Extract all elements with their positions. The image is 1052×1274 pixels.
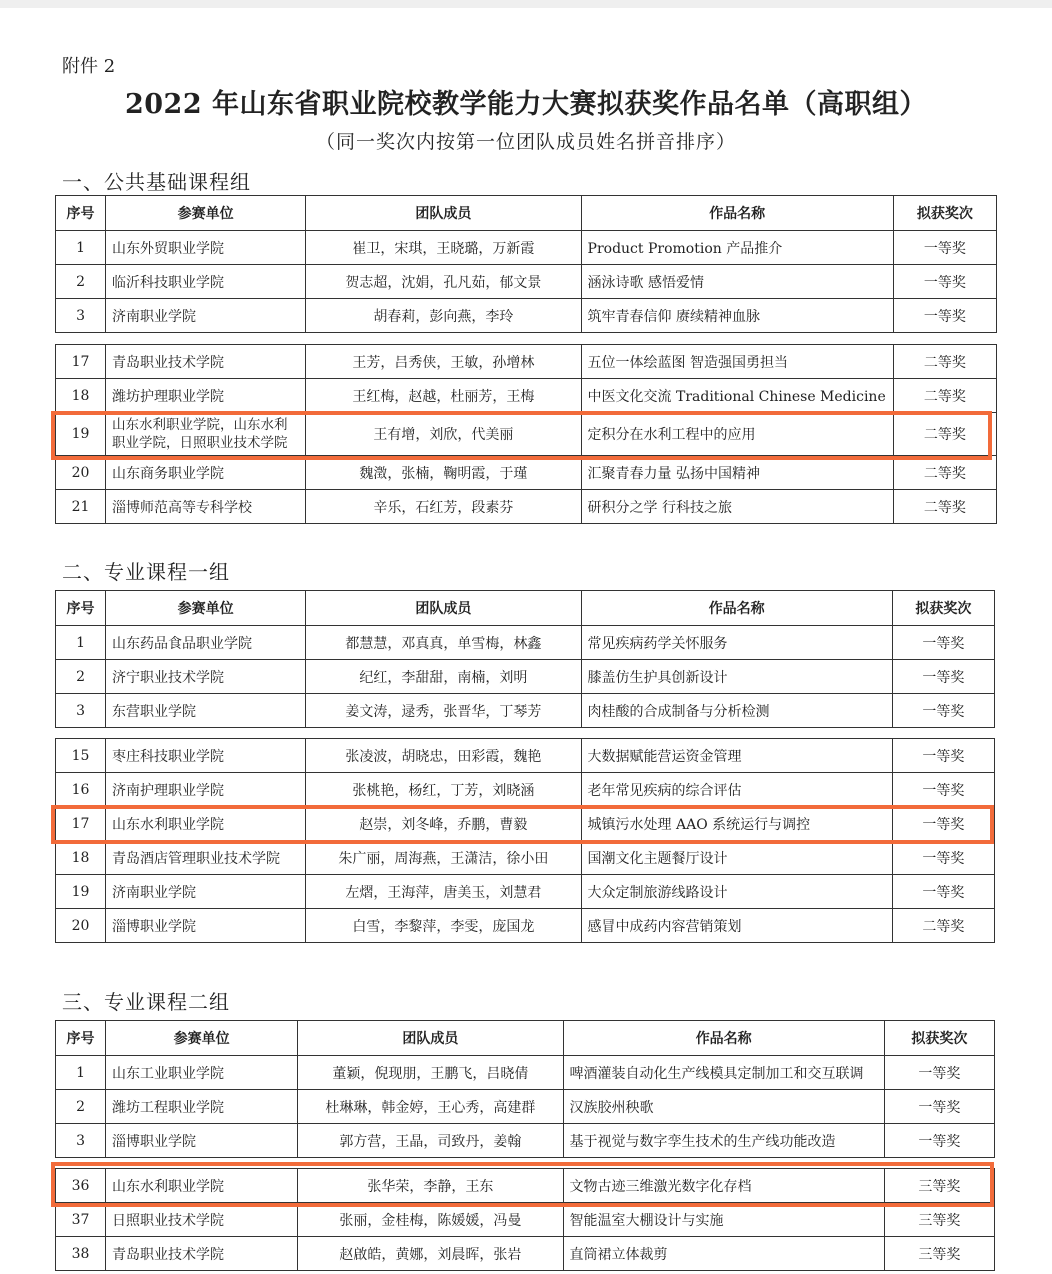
award-table-section3-part1 xyxy=(55,1020,995,1158)
row-number: 2 xyxy=(56,1090,106,1124)
column-header: 拟获奖次 xyxy=(893,196,996,231)
work-title-cell: 肉桂酸的合成制备与分析检测 xyxy=(581,694,892,728)
award-cell: 一等奖 xyxy=(884,1124,994,1158)
members-cell: 张凌波，胡晓忠，田彩霞，魏艳 xyxy=(306,739,581,773)
table-row xyxy=(56,909,995,943)
table-row xyxy=(56,299,997,333)
members-cell: 魏澂，张楠，鞠明霞，于瑾 xyxy=(306,456,581,490)
award-cell: 一等奖 xyxy=(893,265,996,299)
members-cell: 都慧慧，邓真真，单雪梅，林鑫 xyxy=(306,626,581,660)
award-cell: 三等奖 xyxy=(884,1237,994,1271)
unit-cell: 淄博职业学院 xyxy=(106,909,306,943)
row-number: 3 xyxy=(56,299,106,333)
table-row xyxy=(56,1090,995,1124)
row-number: 19 xyxy=(56,413,106,456)
unit-cell: 青岛职业技术学院 xyxy=(106,1237,298,1271)
members-cell: 贺志超，沈娟，孔凡茹，郁文景 xyxy=(306,265,581,299)
table-header-row xyxy=(56,196,997,231)
award-cell: 一等奖 xyxy=(892,660,994,694)
row-number: 19 xyxy=(56,875,106,909)
work-title-cell: 五位一体绘蓝图 智造强国勇担当 xyxy=(581,345,893,379)
column-header: 参赛单位 xyxy=(106,196,306,231)
award-cell: 二等奖 xyxy=(893,345,996,379)
award-cell: 一等奖 xyxy=(892,626,994,660)
unit-cell: 山东水利职业学院，山东水利职业学院，日照职业技术学院 xyxy=(106,413,306,456)
column-header: 参赛单位 xyxy=(106,1021,298,1056)
work-title-cell: 感冒中成药内容营销策划 xyxy=(581,909,892,943)
members-cell: 王芳，吕秀侠，王敏，孙增林 xyxy=(306,345,581,379)
unit-cell: 青岛职业技术学院 xyxy=(106,345,306,379)
award-cell: 二等奖 xyxy=(892,909,994,943)
members-cell: 杜琳琳，韩金婷，王心秀，高建群 xyxy=(298,1090,563,1124)
work-title-cell: 研积分之学 行科技之旅 xyxy=(581,490,893,524)
award-cell: 三等奖 xyxy=(884,1169,994,1203)
members-cell: 左熠，王海萍，唐美玉，刘慧君 xyxy=(306,875,581,909)
members-cell: 王有增，刘欣，代美丽 xyxy=(306,413,581,456)
table-row xyxy=(56,841,995,875)
work-title-cell: 国潮文化主题餐厅设计 xyxy=(581,841,892,875)
column-header: 作品名称 xyxy=(563,1021,884,1056)
work-title-cell: 膝盖仿生护具创新设计 xyxy=(581,660,892,694)
row-number: 1 xyxy=(56,626,106,660)
row-number: 36 xyxy=(56,1169,106,1203)
unit-cell: 山东外贸职业学院 xyxy=(106,231,306,265)
column-header: 序号 xyxy=(56,591,106,626)
section-title: 一、公共基础课程组 xyxy=(62,170,251,194)
table-row xyxy=(56,1237,995,1271)
column-header: 拟获奖次 xyxy=(892,591,994,626)
table-row xyxy=(56,807,995,841)
members-cell: 崔卫，宋琪，王晓璐，万新霞 xyxy=(306,231,581,265)
members-cell: 辛乐，石红芳，段素芬 xyxy=(306,490,581,524)
table-row xyxy=(56,875,995,909)
members-cell: 赵崇，刘冬峰，乔鹏，曹毅 xyxy=(306,807,581,841)
work-title-cell: 直筒裙立体裁剪 xyxy=(563,1237,884,1271)
members-cell: 朱广丽，周海燕，王潇洁，徐小田 xyxy=(306,841,581,875)
work-title-cell: 汉族胶州秧歌 xyxy=(563,1090,884,1124)
column-header: 作品名称 xyxy=(581,591,892,626)
award-table-section2-part2 xyxy=(55,738,995,943)
unit-cell: 山东工业职业学院 xyxy=(106,1056,298,1090)
column-header: 参赛单位 xyxy=(106,591,306,626)
unit-cell: 枣庄科技职业学院 xyxy=(106,739,306,773)
award-table-section2-part1 xyxy=(55,590,995,728)
award-cell: 二等奖 xyxy=(893,456,996,490)
award-cell: 三等奖 xyxy=(884,1203,994,1237)
row-number: 18 xyxy=(56,379,106,413)
award-table-section1-part2 xyxy=(55,344,997,524)
award-cell: 一等奖 xyxy=(892,773,994,807)
work-title-cell: 中医文化交流 Traditional Chinese Medicine xyxy=(581,379,893,413)
award-table-section3-part2 xyxy=(55,1168,995,1271)
work-title-cell: 汇聚青春力量 弘扬中国精神 xyxy=(581,456,893,490)
unit-cell: 潍坊工程职业学院 xyxy=(106,1090,298,1124)
row-number: 38 xyxy=(56,1237,106,1271)
unit-cell: 济宁职业技术学院 xyxy=(106,660,306,694)
unit-cell: 青岛酒店管理职业技术学院 xyxy=(106,841,306,875)
award-cell: 一等奖 xyxy=(893,231,996,265)
members-cell: 胡春莉，彭向燕，李玲 xyxy=(306,299,581,333)
page-top-edge xyxy=(0,0,1052,8)
unit-cell: 济南职业学院 xyxy=(106,875,306,909)
row-number: 2 xyxy=(56,265,106,299)
column-header: 团队成员 xyxy=(306,196,581,231)
members-cell: 赵啟皓，黄娜，刘晨晖，张岩 xyxy=(298,1237,563,1271)
unit-cell: 日照职业技术学院 xyxy=(106,1203,298,1237)
unit-cell: 潍坊护理职业学院 xyxy=(106,379,306,413)
attachment-label: 附件 2 xyxy=(62,56,116,77)
table-row xyxy=(56,345,997,379)
document-title: 2022 年山东省职业院校教学能力大赛拟获奖作品名单（高职组） xyxy=(124,89,928,120)
row-number: 17 xyxy=(56,345,106,379)
members-cell: 董颖，倪现朋，王鹏飞，吕晓倩 xyxy=(298,1056,563,1090)
members-cell: 张丽，金桂梅，陈媛媛，冯曼 xyxy=(298,1203,563,1237)
award-cell: 二等奖 xyxy=(893,413,996,456)
unit-cell: 济南职业学院 xyxy=(106,299,306,333)
award-cell: 一等奖 xyxy=(892,875,994,909)
work-title-cell: 筑牢青春信仰 赓续精神血脉 xyxy=(581,299,893,333)
table-row xyxy=(56,660,995,694)
row-number: 15 xyxy=(56,739,106,773)
members-cell: 姜文涛，逯秀，张晋华，丁琴芳 xyxy=(306,694,581,728)
work-title-cell: 基于视觉与数字孪生技术的生产线功能改造 xyxy=(563,1124,884,1158)
table-row xyxy=(56,456,997,490)
table-row xyxy=(56,1124,995,1158)
members-cell: 王红梅，赵越，杜丽芳，王梅 xyxy=(306,379,581,413)
section-title: 二、专业课程一组 xyxy=(62,560,230,584)
table-row xyxy=(56,1056,995,1090)
award-cell: 一等奖 xyxy=(892,807,994,841)
column-header: 团队成员 xyxy=(298,1021,563,1056)
row-number: 16 xyxy=(56,773,106,807)
unit-cell: 济南护理职业学院 xyxy=(106,773,306,807)
table-row xyxy=(56,626,995,660)
column-header: 拟获奖次 xyxy=(884,1021,994,1056)
table-row xyxy=(56,1203,995,1237)
work-title-cell: 涵泳诗歌 感悟爱情 xyxy=(581,265,893,299)
column-header: 序号 xyxy=(56,1021,106,1056)
unit-cell: 临沂科技职业学院 xyxy=(106,265,306,299)
section-title: 三、专业课程二组 xyxy=(62,990,230,1014)
table-header-row xyxy=(56,1021,995,1056)
award-cell: 一等奖 xyxy=(884,1056,994,1090)
column-header: 序号 xyxy=(56,196,106,231)
work-title-cell: 啤酒灌装自动化生产线模具定制加工和交互联调 xyxy=(563,1056,884,1090)
row-number: 1 xyxy=(56,1056,106,1090)
table-row xyxy=(56,1169,995,1203)
table-row xyxy=(56,231,997,265)
work-title-cell: 常见疾病药学关怀服务 xyxy=(581,626,892,660)
award-cell: 二等奖 xyxy=(893,379,996,413)
unit-cell: 东营职业学院 xyxy=(106,694,306,728)
work-title-cell: 大众定制旅游线路设计 xyxy=(581,875,892,909)
row-number: 20 xyxy=(56,456,106,490)
work-title-cell: 大数据赋能营运资金管理 xyxy=(581,739,892,773)
row-number: 37 xyxy=(56,1203,106,1237)
row-number: 3 xyxy=(56,1124,106,1158)
members-cell: 张华荣，李静，王东 xyxy=(298,1169,563,1203)
members-cell: 白雪，李黎萍，李雯，庞国龙 xyxy=(306,909,581,943)
work-title-cell: 定积分在水利工程中的应用 xyxy=(581,413,893,456)
unit-cell: 山东商务职业学院 xyxy=(106,456,306,490)
table-row xyxy=(56,694,995,728)
table-header-row xyxy=(56,591,995,626)
unit-cell: 山东水利职业学院 xyxy=(106,1169,298,1203)
row-number: 3 xyxy=(56,694,106,728)
table-row xyxy=(56,413,997,456)
work-title-cell: Product Promotion 产品推介 xyxy=(581,231,893,265)
table-row xyxy=(56,773,995,807)
award-cell: 二等奖 xyxy=(893,490,996,524)
unit-cell: 淄博师范高等专科学校 xyxy=(106,490,306,524)
column-header: 作品名称 xyxy=(581,196,893,231)
award-cell: 一等奖 xyxy=(892,694,994,728)
work-title-cell: 老年常见疾病的综合评估 xyxy=(581,773,892,807)
members-cell: 郭方营，王晶，司致丹，姜翰 xyxy=(298,1124,563,1158)
work-title-cell: 智能温室大棚设计与实施 xyxy=(563,1203,884,1237)
row-number: 21 xyxy=(56,490,106,524)
members-cell: 张桃艳，杨红，丁芳，刘晓涵 xyxy=(306,773,581,807)
work-title-cell: 城镇污水处理 AAO 系统运行与调控 xyxy=(581,807,892,841)
award-table-section1-part1 xyxy=(55,195,997,333)
award-cell: 一等奖 xyxy=(892,739,994,773)
row-number: 17 xyxy=(56,807,106,841)
table-row xyxy=(56,379,997,413)
document-subtitle: （同一奖次内按第一位团队成员姓名拼音排序） xyxy=(315,131,736,153)
row-number: 1 xyxy=(56,231,106,265)
members-cell: 纪红，李甜甜，南楠，刘明 xyxy=(306,660,581,694)
row-number: 18 xyxy=(56,841,106,875)
table-row xyxy=(56,739,995,773)
column-header: 团队成员 xyxy=(306,591,581,626)
award-cell: 一等奖 xyxy=(892,841,994,875)
row-number: 20 xyxy=(56,909,106,943)
table-row xyxy=(56,265,997,299)
work-title-cell: 文物古迹三维激光数字化存档 xyxy=(563,1169,884,1203)
unit-cell: 山东药品食品职业学院 xyxy=(106,626,306,660)
table-row xyxy=(56,490,997,524)
unit-cell: 淄博职业学院 xyxy=(106,1124,298,1158)
unit-cell: 山东水利职业学院 xyxy=(106,807,306,841)
row-number: 2 xyxy=(56,660,106,694)
award-cell: 一等奖 xyxy=(884,1090,994,1124)
award-cell: 一等奖 xyxy=(893,299,996,333)
